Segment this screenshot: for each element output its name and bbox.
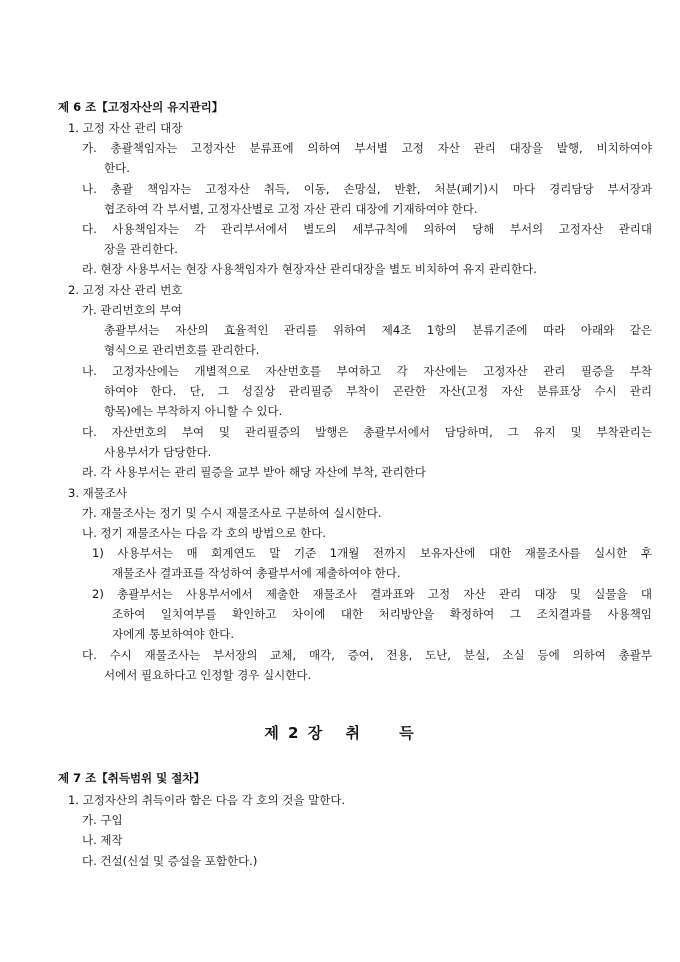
chapter-number: 제 2 장 [264, 724, 325, 742]
a6-s3-n2-line2: 조하여 일치여부를 확인하고 차이에 대한 처리방안을 확정하여 그 조치결과를 사용책임 [112, 607, 652, 621]
a6-s2-na-line1: 나. 고정자산에는 개별적으로 자산번호를 부여하고 각 자산에는 고정자산 관리 필증을 부착 [82, 364, 652, 378]
chapter-title-char1: 취 [345, 724, 362, 742]
a6-s3-n2-line3: 자에게 통보하여야 한다. [112, 627, 235, 641]
a6-s1-na-line2: 협조하여 각 부서별, 고정자산별로 고정 자산 관리 대장에 기재하여야 한다. [104, 202, 478, 216]
a6-s3-n1-line1: 1) 사용부서는 매 회계연도 말 기준 1개월 전까지 보유자산에 대한 재물조사를 실시한 후 [92, 546, 652, 560]
a6-s2-na-line2: 하여야 한다. 단, 그 성질상 관리필증 부착이 곤란한 자산(고정 자산 분류표상 수시 관리 [104, 384, 652, 398]
a6-s3-da-line1: 다. 수시 재물조사는 부서장의 교체, 매각, 증여, 전용, 도난, 분실, 소실 등에 의하여 총괄부 [82, 648, 653, 662]
a6-s3-da-line2: 서에서 필요하다고 인정할 경우 실시한다. [104, 668, 312, 682]
a7-s1-item-na: 나. 제작 [82, 833, 123, 847]
article-6-title: 제 6 조【고정자산의 유지관리】 [58, 100, 224, 114]
a6-s1-ga-line1: 가. 총괄책임자는 고정자산 분류표에 의하여 부서별 고정 자산 관리 대장을 발행, 비치하여야 [82, 141, 652, 155]
a6-s2-ga-heading: 가. 관리번호의 부여 [82, 303, 182, 317]
a7-s1-heading: 1. 고정자산의 취득이라 함은 다음 각 호의 것을 말한다. [68, 793, 346, 807]
a6-s2-ga-line2: 형식으로 관리번호를 관리한다. [104, 343, 260, 357]
a6-s2-na-line3: 항목)에는 부착하지 아니할 수 있다. [104, 404, 283, 418]
a6-s2-ga-line1: 총괄부서는 자산의 효율적인 관리를 위하여 제4조 1항의 분류기준에 따라 아래와 같은 [104, 323, 653, 337]
a6-s1-na-line1: 나. 총괄 책임자는 고정자산 취득, 이동, 손망실, 반환, 처분(폐기)시 마다 경리담당 부서장과 [82, 182, 652, 196]
a6-s2-heading: 2. 고정 자산 관리 번호 [68, 283, 183, 297]
a7-s1-item-da: 다. 건설(신설 및 증설을 포함한다.) [82, 854, 258, 868]
a7-s1-item-ga: 가. 구입 [82, 813, 123, 827]
article-7-title: 제 7 조【취득범위 및 절차】 [58, 771, 205, 785]
a6-s3-na: 나. 정기 재물조사는 다음 각 호의 방법으로 한다. [82, 526, 326, 540]
a6-s3-heading: 3. 재물조사 [68, 486, 128, 500]
a6-s3-n2-line1: 2) 총괄부서는 사용부서에서 제출한 재물조사 결과표와 고정 자산 관리 대장 및 실물을 대 [92, 587, 652, 601]
a6-s1-da-line1: 다. 사용책임자는 각 관리부서에서 별도의 세부규칙에 의하여 당해 부서의 고정자산 관리대 [82, 222, 652, 236]
a6-s1-ga-line2: 한다. [104, 161, 130, 175]
a6-s2-ra: 라. 각 사용부서는 관리 필증을 교부 받아 해당 자산에 부착, 관리한다 [82, 465, 426, 479]
a6-s3-ga: 가. 재물조사는 정기 및 수시 재물조사로 구분하여 실시한다. [82, 506, 382, 520]
a6-s1-ra: 라. 현장 사용부서는 현장 사용책임자가 현장자산 관리대장을 별도 비치하여 유지 관리한다. [82, 262, 537, 276]
chapter-title-char2: 득 [399, 724, 416, 742]
a6-s2-da-line1: 다. 자산번호의 부여 및 관리필증의 발행은 총괄부서에서 담당하며, 그 유지 및 부착관리는 [82, 425, 652, 439]
chapter-2-heading [0, 722, 680, 743]
a6-s3-n1-line2: 재물조사 결과표를 작성하여 총괄부서에 제출하여야 한다. [112, 566, 401, 580]
a6-s2-da-line2: 사용부서가 담당한다. [104, 445, 212, 459]
a6-s1-heading: 1. 고정 자산 관리 대장 [68, 121, 183, 135]
a6-s1-da-line2: 장을 관리한다. [104, 242, 178, 256]
